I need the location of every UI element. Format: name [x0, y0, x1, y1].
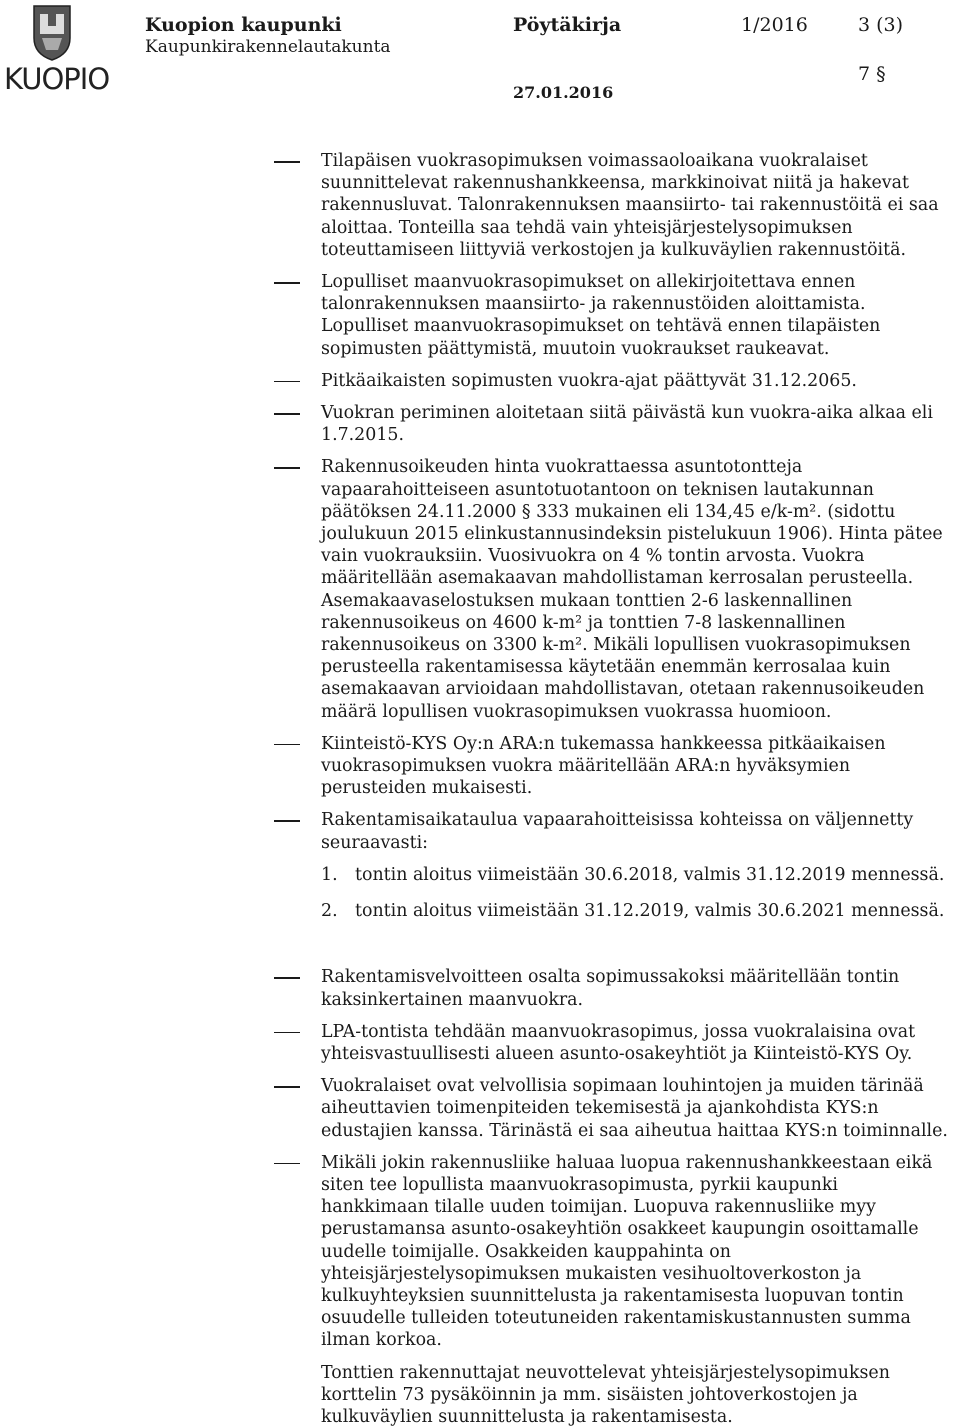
list-item: Tilapäisen vuokrasopimuksen voimassaoloaikana vuokralaiset suunnittelevat rakennushankkeensa, markkinoivat niitä ja hakevat rakennusluvat. Talonrakennuksen maansiirto- tai rakennustöitä ei saa aloittaa. Tonteilla saa tehdä vain yhteisjärjestelysopimuksen toteuttamiseen liittyviä verkostojen ja kulkuväylien rakennustöitä. [321, 151, 939, 260]
section-number: 7 § [858, 63, 886, 85]
list-item: Pitkäaikaisten sopimusten vuokra-ajat päättyvät 31.12.2065. [321, 370, 857, 391]
board-name: Kaupunkirakennelautakunta [145, 37, 391, 57]
document-body [0, 150, 960, 1428]
closing-paragraph: Tonttien rakennuttajat neuvottelevat yhteisjärjestelysopimuksen korttelin 73 pysäköinnin ja mm. sisäisten johtoverkostojen ja kulkuväylien suunnittelusta ja rakentamisesta. [321, 1362, 890, 1427]
kuopio-logo [4, 4, 110, 96]
list-item: Rakentamisvelvoitteen osalta sopimussakoksi määritellään tontin kaksinkertainen maanvuokra. [321, 967, 900, 1010]
numbered-item: 2. tontin aloitus viimeistään 31.12.2019, valmis 30.6.2021 mennessä. [321, 901, 945, 922]
numbered-schedule [0, 864, 960, 922]
page-count: 3 (3) [858, 14, 904, 36]
list-item: Lopulliset maanvuokrasopimukset on allekirjoitettava ennen talonrakennuksen maansiirto- ja rakennustöiden aloittamista. Lopulliset maanvuokrasopimukset on tehtävä ennen tilapäisten sopimusten päättymistä, muutoin vuokraukset raukeavat. [321, 272, 881, 359]
list-item: Vuokran periminen aloitetaan siitä päivästä kun vuokra-aika alkaa eli 1.7.2015. [321, 403, 933, 446]
numbered-item: 1. tontin aloitus viimeistään 30.6.2018, valmis 31.12.2019 mennessä. [321, 864, 945, 885]
list-item: Mikäli jokin rakennusliike haluaa luopua rakennushankkeestaan eikä siten tee lopullista maanvuokrasopimusta, pyrkii kaupunki hankkimaan tilalle uuden toimijan. Luopuva rakennusliike myy perustamansa asunto-osakeyhtiön osakkeet kaupungin osoittamalle uudelle toimijalle. Osakkeiden kauppahinta on yhteisjärjestelysopimuksen mukaisten vesihuoltoverkoston ja kulkuyhteyksien suunnittelusta ja rakentamisesta luopuvan tontin osuudelle tulleiden toteutuneiden rakentamiskustannusten summa ilman korkoa. [321, 1152, 933, 1351]
list-item: Rakennusoikeuden hinta vuokrattaessa asuntotontteja vapaarahoitteiseen asuntotuotantoon on teknisen lautakunnan päätöksen 24.11.2000 § 333 mukainen eli 134,45 e/k-m². (sidottu joulukuun 2015 elinkustannusindeksin pistelukuun 1906). Hinta pätee vain vuokrauksiin. Vuosivuokra on 4 % tontin arvosta. Vuokra määritellään asemakaavan mahdollistaman kerrosalan perusteella. Asemakaavaselostuksen mukaan tonttien 2-6 laskennallinen rakennusoikeus on 4600 k-m² ja tonttien 7-8 laskennallinen rakennusoikeus on 3300 k-m². Mikäli lopullisen vuokrasopimuksen perusteella rakentamisessa käytetään enemmän kerrosalaa kuin asemakaavan arvioidaan mahdollistavan, otetaan rakennusoikeuden määrä lopullisen vuokrasopimuksen vuokrassa huomioon. [321, 457, 943, 722]
list-item: Kiinteistö-KYS Oy:n ARA:n tukemassa hankkeessa pitkäaikaisen vuokrasopimuksen vuokra määritellään ARA:n hyväksymien perusteiden mukaisesti. [321, 733, 886, 799]
document-number: 1/2016 [741, 14, 808, 36]
document-type: Pöytäkirja [513, 14, 622, 36]
list-item: Rakentamisaikataulua vapaarahoitteisissa kohteissa on väljennetty seuraavasti: [321, 810, 914, 853]
organization-name: Kuopion kaupunki [145, 14, 342, 36]
meeting-date: 27.01.2016 [513, 83, 614, 102]
list-item: Vuokralaiset ovat velvollisia sopimaan louhintojen ja muiden tärinää aiheuttavien toimenpiteiden tekemisestä ja ajankohdista KYS:n edustajien kanssa. Tärinästä ei saa aiheutua haittaa KYS:n toiminnalle. [321, 1076, 948, 1141]
list-item: LPA-tontista tehdään maanvuokrasopimus, jossa vuokralaisina ovat yhteisvastuullisesti alueen asunto-osakeyhtiöt ja Kiinteistö-KYS Oy. [321, 1021, 916, 1064]
logo-wordmark: KUOPIO [4, 62, 110, 96]
coat-of-arms-icon [4, 4, 100, 62]
